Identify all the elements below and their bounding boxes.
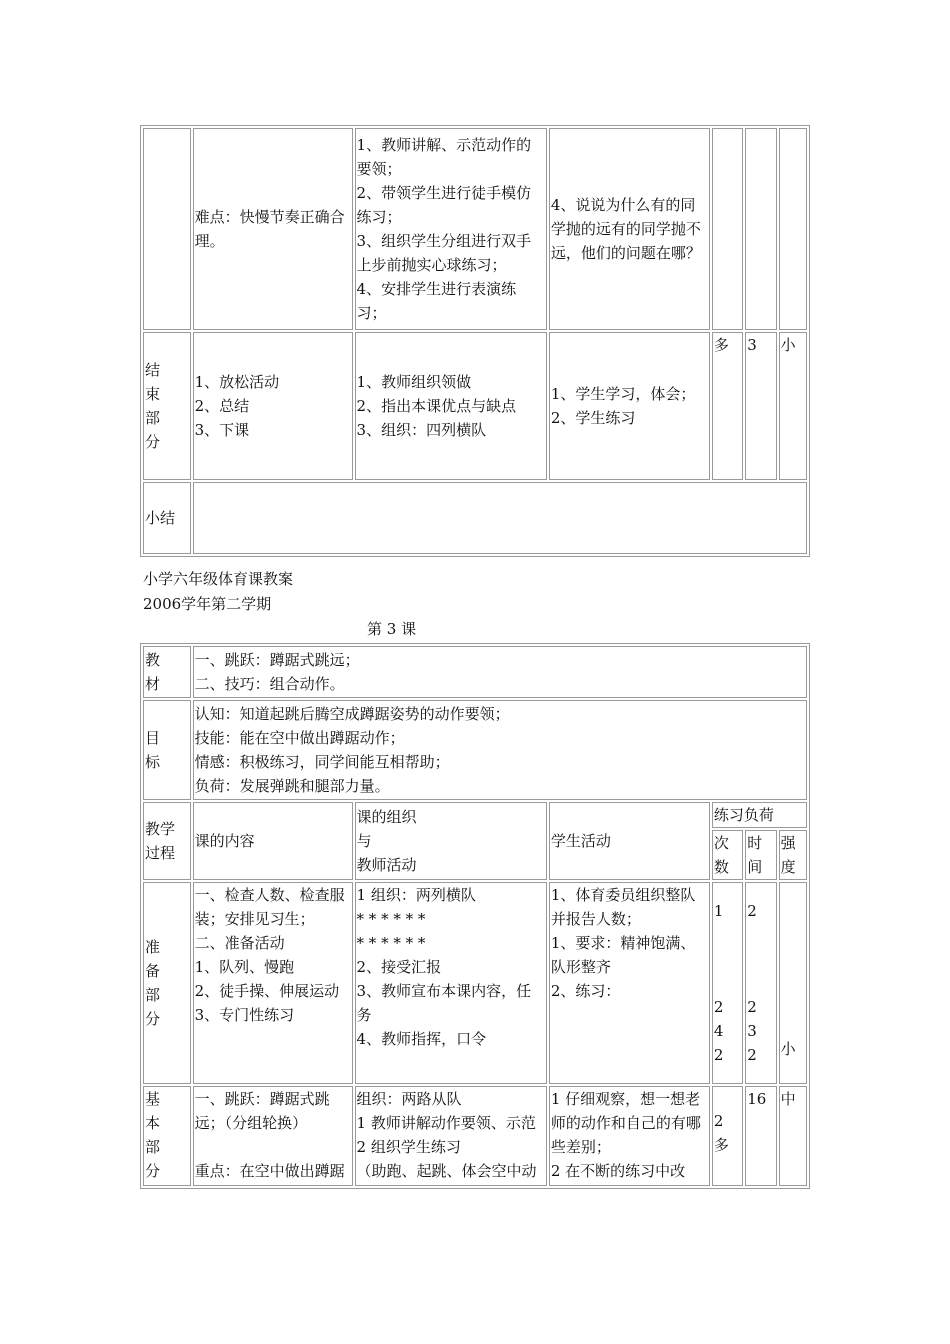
count-cell-empty — [712, 128, 743, 330]
section-label-closing: 结 束 部 分 — [143, 332, 191, 480]
summary-label: 小结 — [143, 482, 191, 554]
intensity-cell: 小 — [779, 332, 807, 480]
section-label-preparation: 准 备 部 分 — [143, 882, 191, 1084]
section-cell-empty — [143, 128, 191, 330]
teacher-activity-cell: 1、教师组织领做 2、指出本课优点与缺点 3、组织：四列横队 — [355, 332, 547, 480]
content-cell: 一、检查人数、检查服装；安排见习生； 二、准备活动 1、队列、慢跑 2、徒手操、伸展运动 3、专门性练习 — [193, 882, 353, 1084]
header-process: 教学 过程 — [143, 802, 191, 880]
time-cell: 2 2 3 2 — [745, 882, 776, 1084]
document-title: 小学六年级体育课教案 — [143, 570, 294, 588]
header-load: 练习负荷 — [712, 802, 807, 828]
lesson-number: 第 3 课 — [367, 620, 417, 638]
time-cell: 3 — [745, 332, 776, 480]
count-cell: 1 2 4 2 — [712, 882, 743, 1084]
intensity-cell-empty — [779, 128, 807, 330]
teacher-activity-cell: 1 组织：两列横队 * * * * * * * * * * * * 2、接受汇报 3、教师宣布本课内容，任务 4、教师指挥，口令 — [355, 882, 547, 1084]
goal-text: 认知：知道起跳后腾空成蹲踞姿势的动作要领； 技能：能在空中做出蹲踞动作； 情感：积极练习，同学间能互相帮助； 负荷：发展弹跳和腿部力量。 — [193, 700, 807, 800]
student-activity-cell: 4、说说为什么有的同学抛的远有的同学抛不远，他们的问题在哪？ — [549, 128, 710, 330]
content-cell: 一、跳跃：蹲踞式跳远；（分组轮换） 重点：在空中做出蹲踞 — [193, 1086, 353, 1186]
student-activity-cell: 1 仔细观察，想一想老师的动作和自己的有哪些差别； 2 在不断的练习中改 — [549, 1086, 710, 1186]
goal-label: 目 标 — [143, 700, 191, 800]
material-text: 一、跳跃：蹲踞式跳远； 二、技巧：组合动作。 — [193, 646, 807, 698]
teacher-activity-cell: 1、教师讲解、示范动作的要领； 2、带领学生进行徒手模仿练习； 3、组织学生分组进行双手上步前抛实心球练习； 4、安排学生进行表演练习； — [355, 128, 547, 330]
document-term: 2006学年第二学期 — [143, 595, 272, 613]
lesson-plan-table — [140, 643, 810, 1189]
intensity-cell: 中 — [779, 1086, 807, 1186]
count-cell: 多 — [712, 332, 743, 480]
teacher-activity-cell: 组织：两路从队 1 教师讲解动作要领、示范 2 组织学生练习 （助跑、起跳、体会空中动 — [355, 1086, 547, 1186]
section-label-basic: 基 本 部 分 — [143, 1086, 191, 1186]
content-cell: 难点：快慢节奏正确合理。 — [193, 128, 353, 330]
student-activity-cell: 1、学生学习，体会； 2、学生练习 — [549, 332, 710, 480]
header-count: 次数 — [712, 830, 743, 880]
material-label: 教 材 — [143, 646, 191, 698]
student-activity-cell: 1、体育委员组织整队并报告人数； 1、要求：精神饱满、队形整齐 2、练习： — [549, 882, 710, 1084]
header-student-activity: 学生活动 — [549, 802, 710, 880]
header-intensity: 强 度 — [779, 830, 807, 880]
intensity-cell: 小 — [779, 882, 807, 1084]
lesson-table-continued — [140, 125, 810, 557]
time-cell-empty — [745, 128, 776, 330]
summary-text — [193, 482, 807, 554]
content-cell: 1、放松活动 2、总结 3、下课 — [193, 332, 353, 480]
count-cell: 2 多 — [712, 1086, 743, 1186]
header-organization: 课的组织 与 教师活动 — [355, 802, 547, 880]
header-time: 时 间 — [745, 830, 776, 880]
header-content: 课的内容 — [193, 802, 353, 880]
time-cell: 16 — [745, 1086, 776, 1186]
